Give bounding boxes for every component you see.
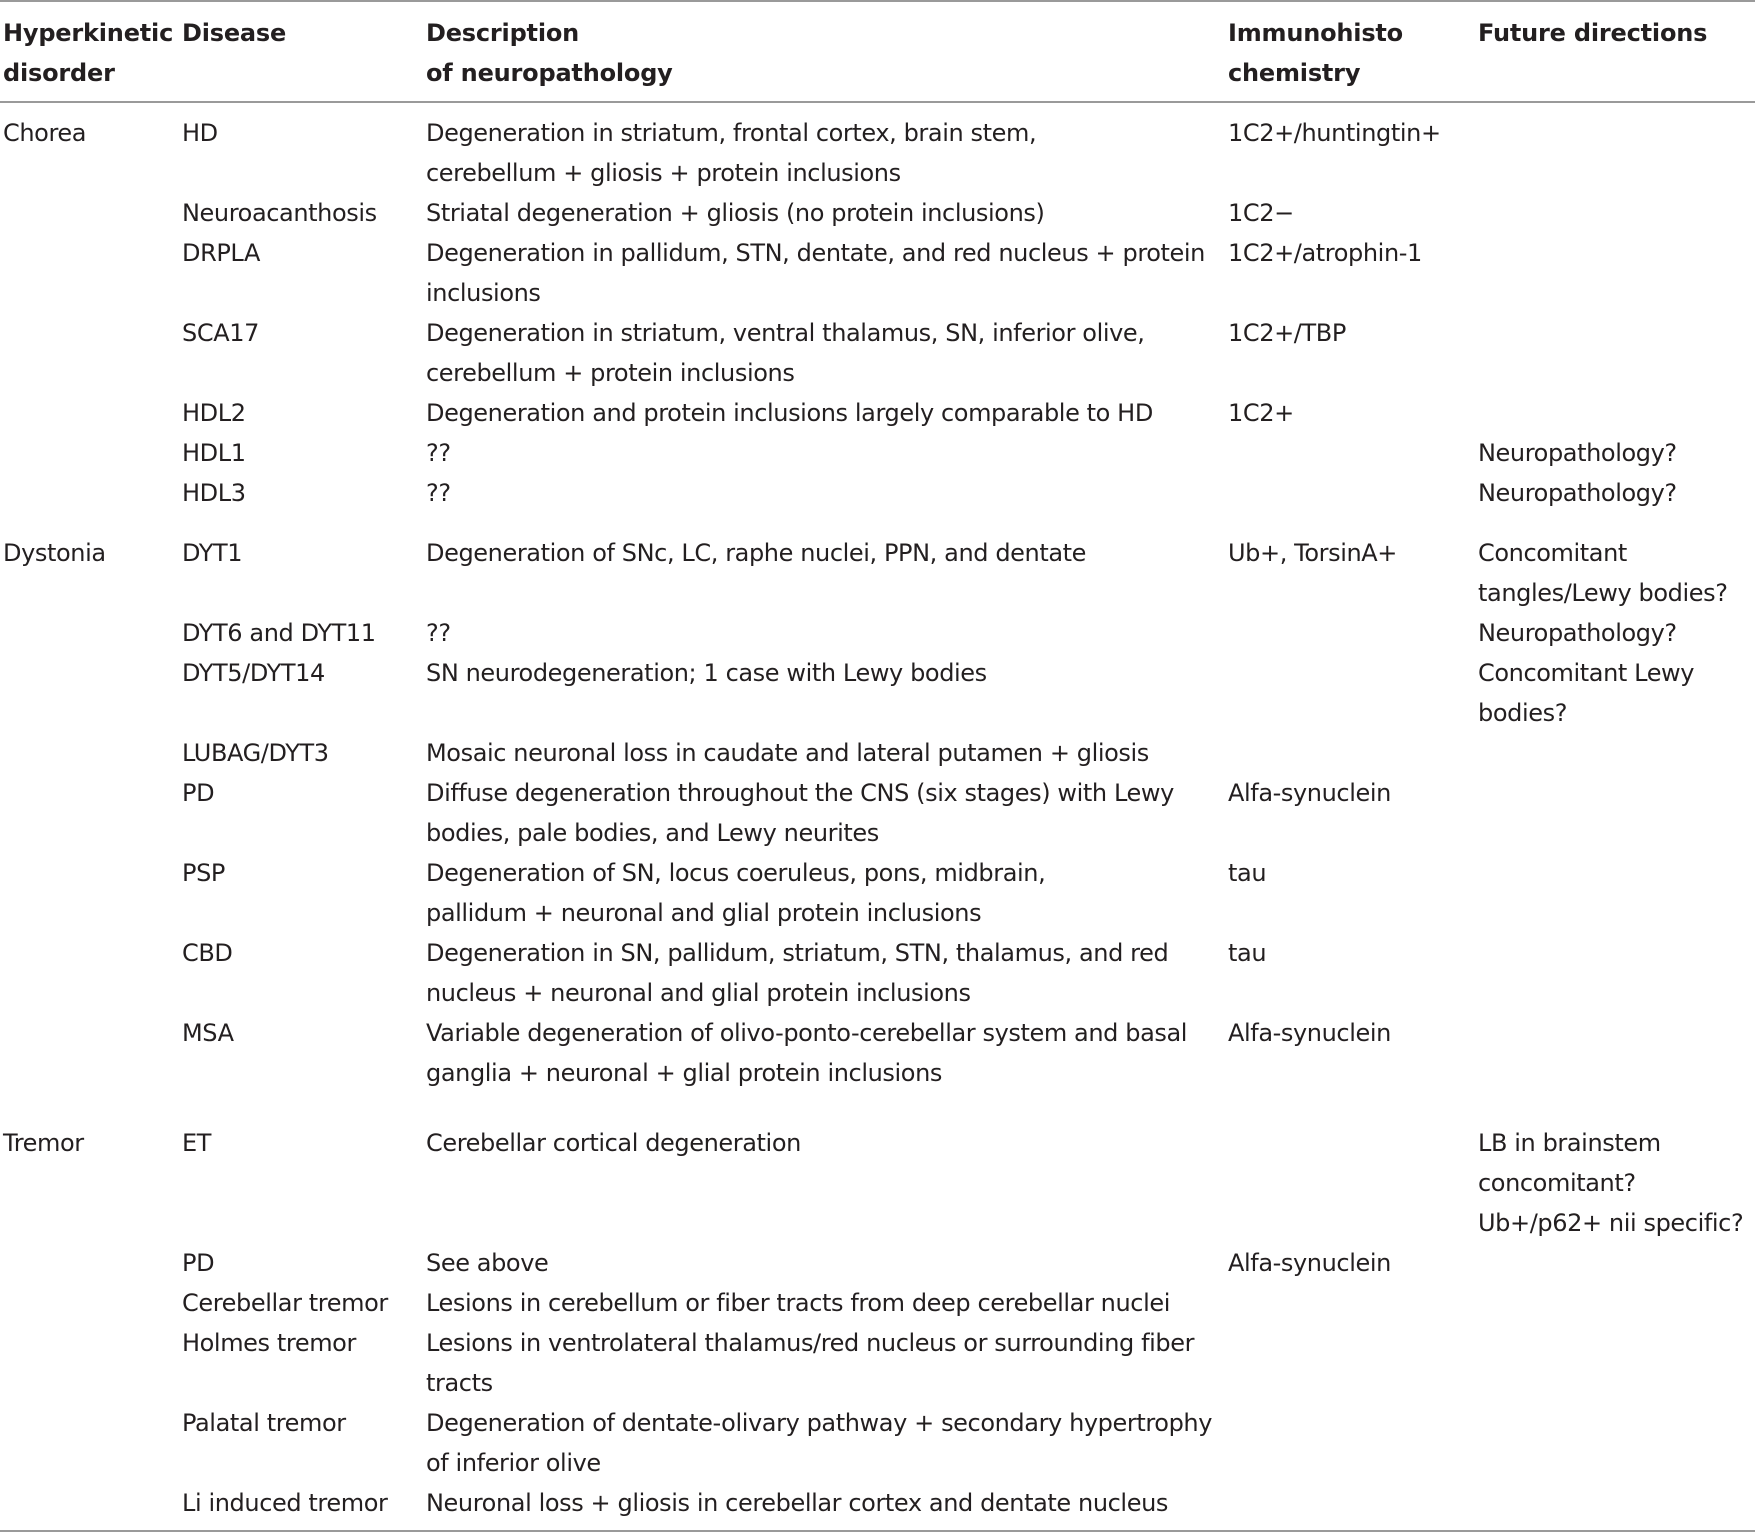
description-cell: ??: [426, 439, 451, 467]
description-cell: Lesions in cerebellum or fiber tracts from deep cerebellar nuclei: [426, 1289, 1170, 1317]
description-cell: Degeneration of dentate-olivary pathway + secondary hypertrophy: [426, 1409, 1213, 1437]
disease-cell: Neuroacanthosis: [182, 199, 377, 227]
description-cell: ??: [426, 479, 451, 507]
future-directions-cell: LB in brainstem: [1478, 1129, 1661, 1157]
header-immunohistochemistry: chemistry: [1228, 59, 1361, 87]
future-directions-cell: Neuropathology?: [1478, 479, 1677, 507]
description-cell: Degeneration of SNc, LC, raphe nuclei, PPN, and dentate: [426, 539, 1087, 567]
disease-cell: DRPLA: [182, 239, 260, 267]
future-directions-cell: Concomitant: [1478, 539, 1627, 567]
immunohistochemistry-cell: 1C2+/TBP: [1228, 319, 1346, 347]
future-directions-cell: concomitant?: [1478, 1169, 1636, 1197]
description-cell: cerebellum + protein inclusions: [426, 359, 795, 387]
description-cell: tracts: [426, 1369, 493, 1397]
immunohistochemistry-cell: tau: [1228, 939, 1267, 967]
disease-cell: ET: [182, 1129, 212, 1157]
disease-cell: PD: [182, 779, 215, 807]
disease-cell: Li induced tremor: [182, 1489, 388, 1517]
disease-cell: MSA: [182, 1019, 234, 1047]
description-cell: See above: [426, 1249, 549, 1277]
header-description: Description: [426, 19, 580, 47]
description-cell: Striatal degeneration + gliosis (no protein inclusions): [426, 199, 1045, 227]
disorder-cell: Tremor: [3, 1129, 84, 1157]
immunohistochemistry-cell: 1C2−: [1228, 199, 1294, 227]
disease-cell: HDL1: [182, 439, 246, 467]
description-cell: Mosaic neuronal loss in caudate and lateral putamen + gliosis: [426, 739, 1149, 767]
description-cell: Cerebellar cortical degeneration: [426, 1129, 801, 1157]
disease-cell: SCA17: [182, 319, 259, 347]
disease-cell: Cerebellar tremor: [182, 1289, 388, 1317]
disorder-cell: Chorea: [3, 119, 87, 147]
description-cell: Lesions in ventrolateral thalamus/red nucleus or surrounding fiber: [426, 1329, 1195, 1357]
description-cell: Degeneration and protein inclusions largely comparable to HD: [426, 399, 1153, 427]
bottom-rule: [0, 1530, 1755, 1532]
description-cell: Neuronal loss + gliosis in cerebellar cortex and dentate nucleus: [426, 1489, 1168, 1517]
description-cell: Diffuse degeneration throughout the CNS (six stages) with Lewy: [426, 779, 1174, 807]
disease-cell: DYT1: [182, 539, 243, 567]
description-cell: Variable degeneration of olivo-ponto-cerebellar system and basal: [426, 1019, 1188, 1047]
immunohistochemistry-cell: 1C2+/huntingtin+: [1228, 119, 1441, 147]
disease-cell: Palatal tremor: [182, 1409, 346, 1437]
disease-cell: PSP: [182, 859, 225, 887]
future-directions-cell: tangles/Lewy bodies?: [1478, 579, 1728, 607]
future-directions-cell: bodies?: [1478, 699, 1568, 727]
disease-cell: HDL2: [182, 399, 246, 427]
description-cell: cerebellum + gliosis + protein inclusions: [426, 159, 901, 187]
future-directions-cell: Concomitant Lewy: [1478, 659, 1695, 687]
disease-cell: HDL3: [182, 479, 246, 507]
disease-cell: LUBAG/DYT3: [182, 739, 329, 767]
immunohistochemistry-cell: Alfa-synuclein: [1228, 1249, 1391, 1277]
header-description: of neuropathology: [426, 59, 673, 87]
immunohistochemistry-cell: 1C2+: [1228, 399, 1294, 427]
disease-cell: HD: [182, 119, 218, 147]
description-cell: ??: [426, 619, 451, 647]
description-cell: Degeneration in striatum, ventral thalamus, SN, inferior olive,: [426, 319, 1145, 347]
header-future-directions: Future directions: [1478, 19, 1708, 47]
header-rule: [0, 101, 1755, 103]
description-cell: Degeneration of SN, locus coeruleus, pons, midbrain,: [426, 859, 1046, 887]
header-disease: Disease: [182, 19, 287, 47]
description-cell: SN neurodegeneration; 1 case with Lewy bodies: [426, 659, 987, 687]
description-cell: inclusions: [426, 279, 541, 307]
description-cell: pallidum + neuronal and glial protein inclusions: [426, 899, 982, 927]
immunohistochemistry-cell: Alfa-synuclein: [1228, 779, 1391, 807]
top-rule: [0, 0, 1755, 2]
immunohistochemistry-cell: tau: [1228, 859, 1267, 887]
description-cell: Degeneration in pallidum, STN, dentate, and red nucleus + protein: [426, 239, 1205, 267]
disease-cell: Holmes tremor: [182, 1329, 356, 1357]
header-disorder: disorder: [3, 59, 115, 87]
description-cell: Degeneration in SN, pallidum, striatum, STN, thalamus, and red: [426, 939, 1169, 967]
immunohistochemistry-cell: Ub+, TorsinA+: [1228, 539, 1398, 567]
future-directions-cell: Neuropathology?: [1478, 619, 1677, 647]
disease-cell: DYT5/DYT14: [182, 659, 325, 687]
description-cell: ganglia + neuronal + glial protein inclusions: [426, 1059, 943, 1087]
description-cell: of inferior olive: [426, 1449, 601, 1477]
disease-cell: DYT6 and DYT11: [182, 619, 376, 647]
description-cell: Degeneration in striatum, frontal cortex, brain stem,: [426, 119, 1037, 147]
description-cell: nucleus + neuronal and glial protein inclusions: [426, 979, 971, 1007]
disease-cell: CBD: [182, 939, 233, 967]
description-cell: bodies, pale bodies, and Lewy neurites: [426, 819, 879, 847]
immunohistochemistry-cell: 1C2+/atrophin-1: [1228, 239, 1422, 267]
immunohistochemistry-cell: Alfa-synuclein: [1228, 1019, 1391, 1047]
header-disorder: Hyperkinetic: [3, 19, 174, 47]
future-directions-cell: Ub+/p62+ nii specific?: [1478, 1209, 1744, 1237]
disease-cell: PD: [182, 1249, 215, 1277]
future-directions-cell: Neuropathology?: [1478, 439, 1677, 467]
header-immunohistochemistry: Immunohisto: [1228, 19, 1403, 47]
disorder-cell: Dystonia: [3, 539, 106, 567]
